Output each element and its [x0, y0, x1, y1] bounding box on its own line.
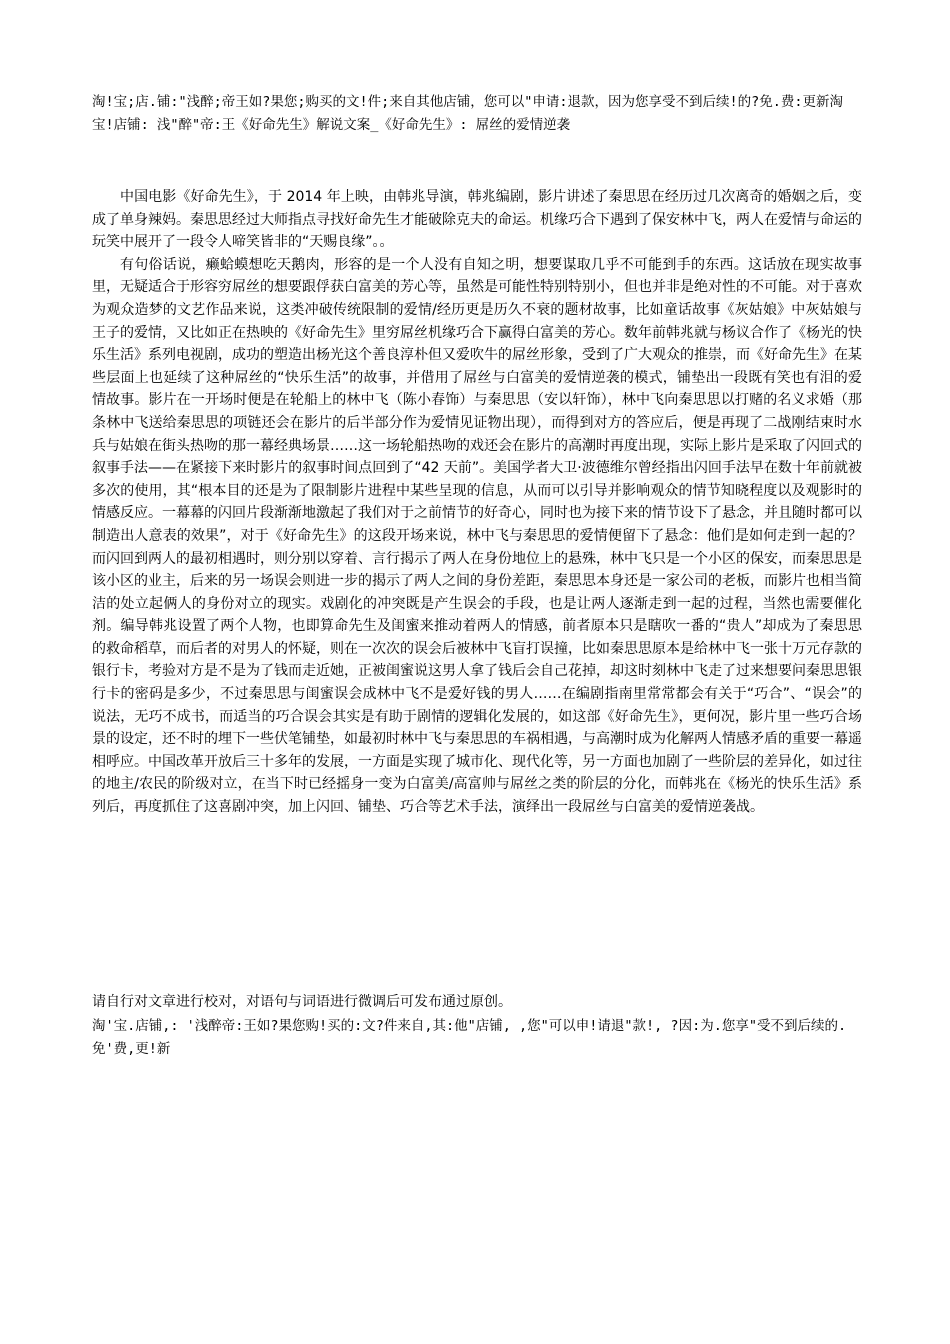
- header-text: 淘!宝;店.铺:"浅醉;帝王如?果您;购买的文!件;来自其他店铺，您可以"申请:退款，因为您享受不到后续!的?免.费:更新淘宝!店铺: 浅"醉"帝:王《好命先生》解说文案_《好命先生》: 屌丝的爱情逆袭: [92, 94, 844, 133]
- document-header: [92, 91, 862, 137]
- footer-text: 淘'宝.店铺,: '浅醉帝:王如?果您购!买的:文?件来自,其:他"店铺, ,您"可以申!请退"款!, ?因:为.您享"受不到后续的.免'费,更!新: [92, 1018, 847, 1057]
- article-paragraph-1: 中国电影《好命先生》，于 2014 年上映，由韩兆导演，韩兆编剧，影片讲述了秦思思在经历过几次离奇的婚姻之后，变成了单身辣妈。秦思思经过大师指点寻找好命先生才能破除克夫的命运。机缘巧合下遇到了保安林中飞，两人在爱情与命运的玩笑中展开了一段令人啼笑皆非的“天赐良缘”。。: [92, 189, 862, 251]
- proofreading-note: [92, 991, 862, 1014]
- article-paragraph-2: 有句俗话说，癞蛤蟆想吃天鹅肉，形容的是一个人没有自知之明，想要谋取几乎不可能到手的东西。这话放在现实故事里，无疑适合于形容穷屌丝的想要跟俘获白富美的芳心等，虽然是可能性特别特别小，但也并非是绝对性的不可能。对于喜欢为观众造梦的文艺作品来说，这类冲破传统限制的爱情/经历更是历久不衰的题材故事，比如童话故事《灰姑娘》中灰姑娘与王子的爱情，又比如正在热映的《好命先生》里穷屌丝机缘巧合下赢得白富美的芳心。数年前韩兆就与杨议合作了《杨光的快乐生活》系列电视剧，成功的塑造出杨光这个善良淳朴但又爱吹牛的屌丝形象，受到了广大观众的推崇，而《好命先生》在某些层面上也延续了这种屌丝的“快乐生活”的故事，并借用了屌丝与白富美的爱情逆袭的模式，铺垫出一段既有笑也有泪的爱情故事。影片在一开场时便是在轮船上的林中飞（陈小春饰）与秦思思（安以轩饰），林中飞向秦思思以打赌的名义求婚（那条林中飞送给秦思思的项链还会在影片的后半部分作为爱情见证物出现），而得到对方的答应后，便是再现了二战刚结束时水兵与姑娘在街头热吻的那一幕经典场景……这一场轮船热吻的戏还会在影片的高潮时再度出现，实际上影片是采取了闪回式的叙事手法——在紧接下来时影片的叙事时间点回到了“42 天前”。美国学者大卫·波德维尔曾经指出闪回手法早在数十年前就被多次的使用，其“根本目的还是为了限制影片进程中某些呈现的信息，从而可以引导并影响观众的情节知晓程度以及观影时的情感反应。一幕幕的闪回片段渐渐地激起了我们对于之前情节的好奇心，同时也为接下来的情节设下了悬念，并且随时都可以制造出人意表的效果”，对于《好命先生》的这段开场来说，林中飞与秦思思的爱情便留下了悬念：他们是如何走到一起的？而闪回到两人的最初相遇时，则分别以穿着、言行揭示了两人在身份地位上的悬殊，林中飞只是一个小区的保安，而秦思思是该小区的业主，后来的另一场误会则进一步的揭示了两人之间的身份差距，秦思思本身还是一家公司的老板，而影片也相当简洁的处立起俩人的身份对立的现实。戏剧化的冲突既是产生误会的手段，也是让两人逐渐走到一起的过程，当然也需要催化剂。编导韩兆设置了两个人物，也即算命先生及闺蜜来推动着两人的情感，前者原本只是瞎吹一番的“贵人”却成为了秦思思的救命稻草，而后者的对男人的怀疑，则在一次次的误会后被林中飞盲打误撞，比如秦思思原本是给林中飞一张十万元存款的银行卡，考验对方是不是为了钱而走近她，正被闺蜜说这男人拿了钱后会自己花掉，却这时刻林中飞走了过来想要问秦思思银行卡的密码是多少，不过秦思思与闺蜜误会成林中飞不是爱好钱的男人……在编剧指南里常常都会有关于“巧合”、“误会”的说法，无巧不成书，而适当的巧合误会其实是有助于剧情的逻辑化发展的，如这部《好命先生》，更何况，影片里一些巧合场景的设定，还不时的埋下一些伏笔铺垫，如最初时林中飞与秦思思的车祸相遇，与高潮时成为化解两人情感矛盾的重要一幕遥相呼应。中国改革开放后三十多年的发展，一方面是实现了城市化、现代化等，另一方面也加剧了一些阶层的差异化，如过往的地主/农民的阶级对立，在当下时已经摇身一变为白富美/高富帅与屌丝之类的阶层的分化，而韩兆在《杨光的快乐生活》系列后，再度抓住了这喜剧冲突，加上闪回、铺垫、巧合等艺术手法，演绎出一段屌丝与白富美的爱情逆袭战。: [92, 256, 862, 816]
- note-text: 请自行对文章进行校对，对语句与词语进行微调后可发布通过原创。: [92, 994, 512, 1010]
- document-footer: [92, 1015, 862, 1061]
- article-body: [92, 186, 862, 819]
